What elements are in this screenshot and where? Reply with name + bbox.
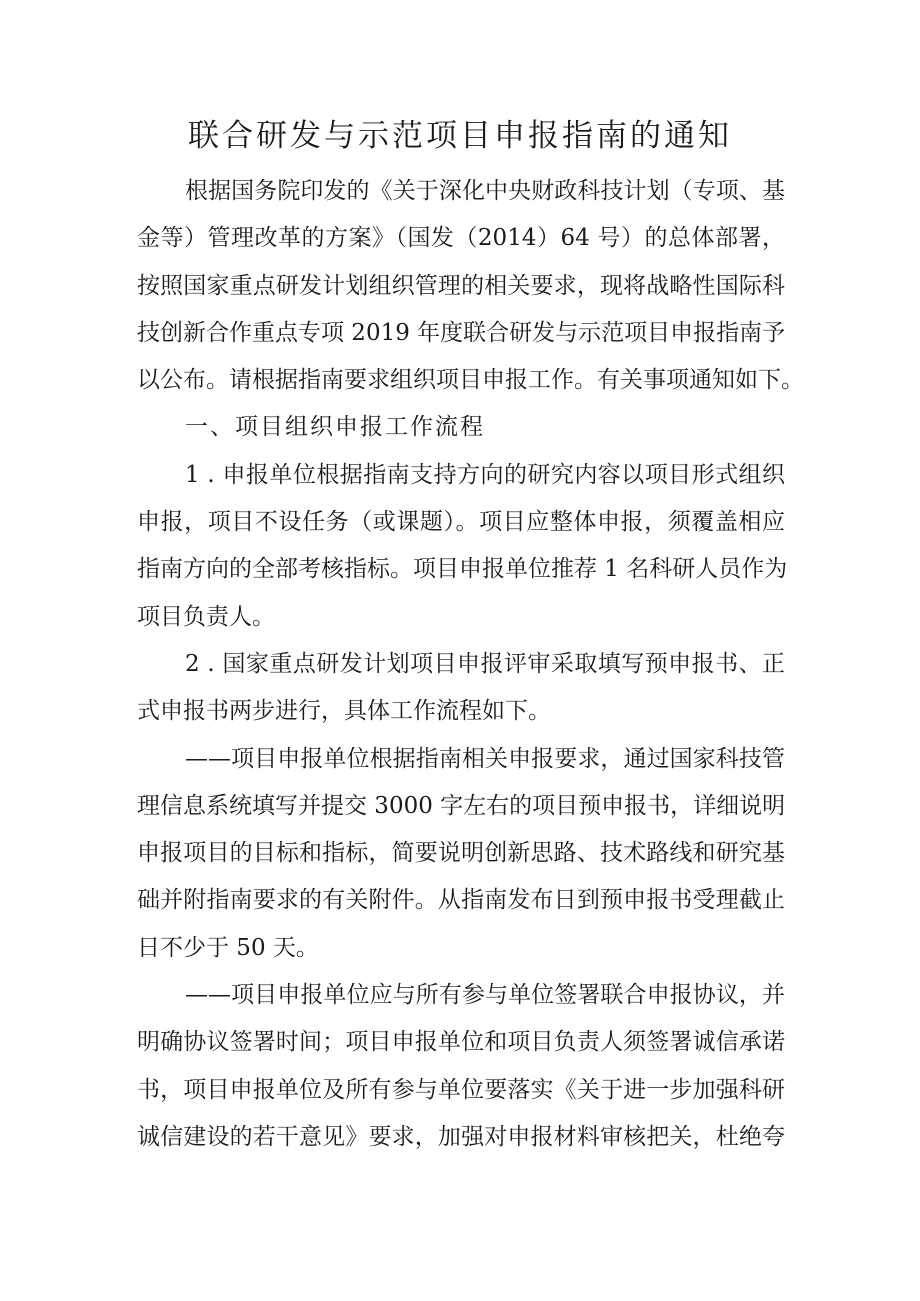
item-1-line-1: 1 . 申报单位根据指南支持方向的研究内容以项目形式组织 <box>185 461 785 488</box>
dash-item-1-line-1: ——项目申报单位根据指南相关申报要求，通过国家科技管 <box>185 745 785 772</box>
dash-item-1-line-5: 日不少于 50 天。 <box>137 934 319 961</box>
dash-item-1-line-4: 础并附指南要求的有关附件。从指南发布日到预申报书受理截止 <box>137 887 785 914</box>
dash-item-1-line-2: 理信息系统填写并提交 3000 字左右的项目预申报书，详细说明 <box>137 792 786 819</box>
paragraph-1-line-5: 以公布。请根据指南要求组织项目申报工作。有关事项通知如下。 <box>137 367 804 394</box>
paragraph-1-line-2: 金等）管理改革的方案》（国发（2014）64 号）的总体部署， <box>137 225 785 252</box>
section-heading: 一、项目组织申报工作流程 <box>185 414 485 441</box>
item-1-line-2: 申报，项目不设任务（或课题）。项目应整体申报，须覆盖相应 <box>137 509 785 536</box>
dash-item-2-line-3: 书，项目申报单位及所有参与单位要落实《关于进一步加强科研 <box>137 1076 785 1103</box>
document-body <box>137 168 804 1161</box>
document-title: 联合研发与示范项目申报指南的通知 <box>188 118 732 154</box>
dash-item-2-line-4: 诚信建设的若干意见》要求，加强对申报材料审核把关，杜绝夸 <box>137 1123 785 1150</box>
item-2-line-1: 2 . 国家重点研发计划项目申报评审采取填写预申报书、正 <box>185 650 785 677</box>
dash-item-2-line-1: ——项目申报单位应与所有参与单位签署联合申报协议，并 <box>185 982 785 1009</box>
item-2-line-2: 式申报书两步进行，具体工作流程如下。 <box>137 698 551 725</box>
dash-item-2-line-2: 明确协议签署时间；项目申报单位和项目负责人须签署诚信承诺 <box>137 1029 785 1056</box>
item-1-line-3: 指南方向的全部考核指标。项目申报单位推荐 1 名科研人员作为 <box>137 556 788 583</box>
paragraph-1-line-3: 按照国家重点研发计划组织管理的相关要求，现将战略性国际科 <box>137 272 785 299</box>
paragraph-1-line-4: 技创新合作重点专项 2019 年度联合研发与示范项目申报指南予 <box>137 319 786 346</box>
item-1-line-4: 项目负责人。 <box>137 603 275 630</box>
paragraph-1-line-1: 根据国务院印发的《关于深化中央财政科技计划（专项、基 <box>185 178 785 204</box>
dash-item-1-line-3: 申报项目的目标和指标，简要说明创新思路、技术路线和研究基 <box>137 840 785 867</box>
